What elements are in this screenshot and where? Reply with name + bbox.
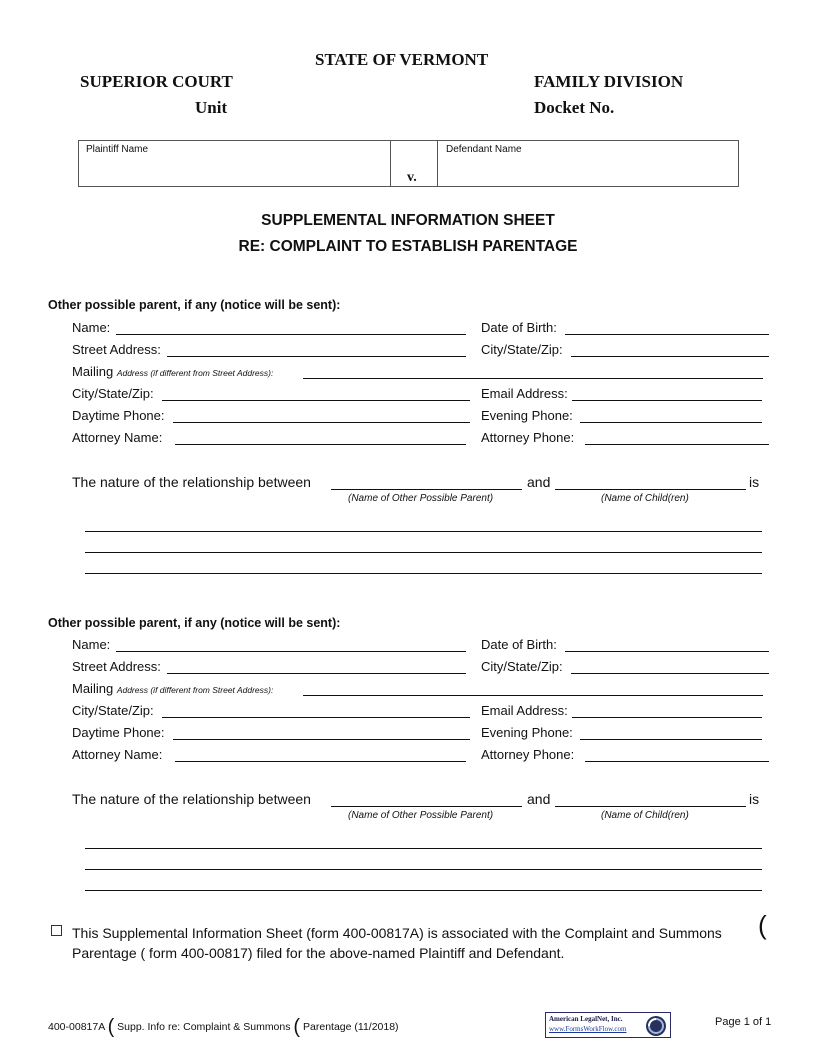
page-number: Page 1 of 1 (715, 1016, 772, 1028)
association-checkbox[interactable] (51, 925, 62, 936)
daytime-phone-label: Daytime Phone: (72, 725, 165, 740)
email-label: Email Address: (481, 703, 568, 718)
attorney-name-label: Attorney Name: (72, 430, 163, 445)
footer-form-info (48, 1016, 399, 1039)
child-name-field[interactable] (555, 806, 746, 807)
versus-label: v. (407, 170, 417, 185)
association-text-line2: Parentage ( form 400-00817) filed for the above-named Plaintiff and Defendant. (72, 945, 565, 961)
logo-url: www.FormsWorkFlow.com (549, 1025, 627, 1033)
parent-name-field[interactable] (331, 489, 522, 490)
association-paren: ( (758, 910, 767, 940)
child-hint: (Name of Child(ren) (601, 810, 689, 821)
street-label: Street Address: (72, 659, 161, 674)
legalnet-logo[interactable] (545, 1012, 671, 1038)
street-field[interactable] (167, 673, 466, 674)
section-heading: Other possible parent, if any (notice will be sent): (48, 298, 341, 312)
evening-phone-label: Evening Phone: (481, 408, 573, 423)
mailing-city-field[interactable] (162, 400, 470, 401)
association-text-line1: This Supplemental Information Sheet (form 400-00817A) is associated with the Complaint and Summons (72, 925, 722, 941)
attorney-phone-label: Attorney Phone: (481, 747, 575, 762)
relationship-line-1[interactable] (85, 531, 762, 532)
mailing-label (72, 364, 273, 379)
street-label: Street Address: (72, 342, 161, 357)
relationship-line-3[interactable] (85, 573, 762, 574)
relationship-line-2[interactable] (85, 869, 762, 870)
mailing-field[interactable] (303, 378, 763, 379)
child-name-field[interactable] (555, 489, 746, 490)
mailing-word: Mailing (72, 364, 114, 379)
mailing-label (72, 681, 273, 696)
footer-paren-1: ( (107, 1016, 115, 1038)
plaintiff-label: Plaintiff Name (86, 144, 149, 155)
mailing-city-label: City/State/Zip: (72, 386, 154, 401)
form-title-line1: SUPPLEMENTAL INFORMATION SHEET (261, 212, 555, 229)
city-state-zip-field[interactable] (571, 356, 769, 357)
and-label: and (527, 791, 551, 807)
attorney-phone-field[interactable] (585, 761, 769, 762)
is-label: is (749, 791, 760, 807)
state-title: STATE OF VERMONT (315, 50, 489, 69)
child-hint: (Name of Child(ren) (601, 493, 689, 504)
logo-company: American LegalNet, Inc. (549, 1015, 623, 1023)
daytime-phone-field[interactable] (173, 739, 470, 740)
docket-label: Docket No. (534, 98, 615, 117)
dob-label: Date of Birth: (481, 320, 557, 335)
section-heading: Other possible parent, if any (notice will be sent): (48, 616, 341, 630)
name-field[interactable] (116, 334, 466, 335)
relationship-line-3[interactable] (85, 890, 762, 891)
footer-form-number: 400-00817A (48, 1021, 105, 1033)
dob-field[interactable] (565, 334, 769, 335)
mailing-city-field[interactable] (162, 717, 470, 718)
is-label: is (749, 474, 760, 490)
plaintiff-name-field[interactable] (80, 158, 388, 184)
relationship-line-1[interactable] (85, 848, 762, 849)
daytime-phone-field[interactable] (173, 422, 470, 423)
mailing-word: Mailing (72, 681, 114, 696)
attorney-name-field[interactable] (175, 444, 466, 445)
city-state-zip-field[interactable] (571, 673, 769, 674)
parent-name-field[interactable] (331, 806, 522, 807)
form-title-line2: RE: COMPLAINT TO ESTABLISH PARENTAGE (238, 238, 578, 255)
court-name: SUPERIOR COURT (80, 72, 233, 91)
evening-phone-field[interactable] (580, 422, 762, 423)
city-state-zip-label: City/State/Zip: (481, 342, 563, 357)
unit-label: Unit (195, 98, 228, 117)
footer-description-1: Supp. Info re: Complaint & Summons (117, 1021, 291, 1033)
attorney-phone-field[interactable] (585, 444, 769, 445)
email-field[interactable] (572, 717, 762, 718)
nature-label: The nature of the relationship between (72, 791, 311, 807)
evening-phone-field[interactable] (580, 739, 762, 740)
mailing-city-label: City/State/Zip: (72, 703, 154, 718)
mailing-hint: Address (if different from Street Address): (116, 368, 274, 378)
relationship-line-2[interactable] (85, 552, 762, 553)
and-label: and (527, 474, 551, 490)
parent-hint: (Name of Other Possible Parent) (348, 493, 494, 504)
name-label: Name: (72, 637, 111, 652)
footer-paren-2: ( (293, 1016, 301, 1038)
defendant-name-field[interactable] (440, 158, 736, 184)
street-field[interactable] (167, 356, 466, 357)
parent-hint: (Name of Other Possible Parent) (348, 810, 494, 821)
attorney-name-field[interactable] (175, 761, 466, 762)
daytime-phone-label: Daytime Phone: (72, 408, 165, 423)
name-label: Name: (72, 320, 111, 335)
logo-globe-icon (644, 1014, 668, 1038)
footer-description-2: Parentage (11/2018) (303, 1021, 399, 1033)
evening-phone-label: Evening Phone: (481, 725, 573, 740)
mailing-field[interactable] (303, 695, 763, 696)
dob-label: Date of Birth: (481, 637, 557, 652)
email-field[interactable] (572, 400, 762, 401)
attorney-phone-label: Attorney Phone: (481, 430, 575, 445)
mailing-hint: Address (if different from Street Address): (116, 685, 274, 695)
city-state-zip-label: City/State/Zip: (481, 659, 563, 674)
name-field[interactable] (116, 651, 466, 652)
division-name: FAMILY DIVISION (534, 72, 684, 91)
defendant-label: Defendant Name (446, 144, 522, 155)
email-label: Email Address: (481, 386, 568, 401)
nature-label: The nature of the relationship between (72, 474, 311, 490)
attorney-name-label: Attorney Name: (72, 747, 163, 762)
dob-field[interactable] (565, 651, 769, 652)
